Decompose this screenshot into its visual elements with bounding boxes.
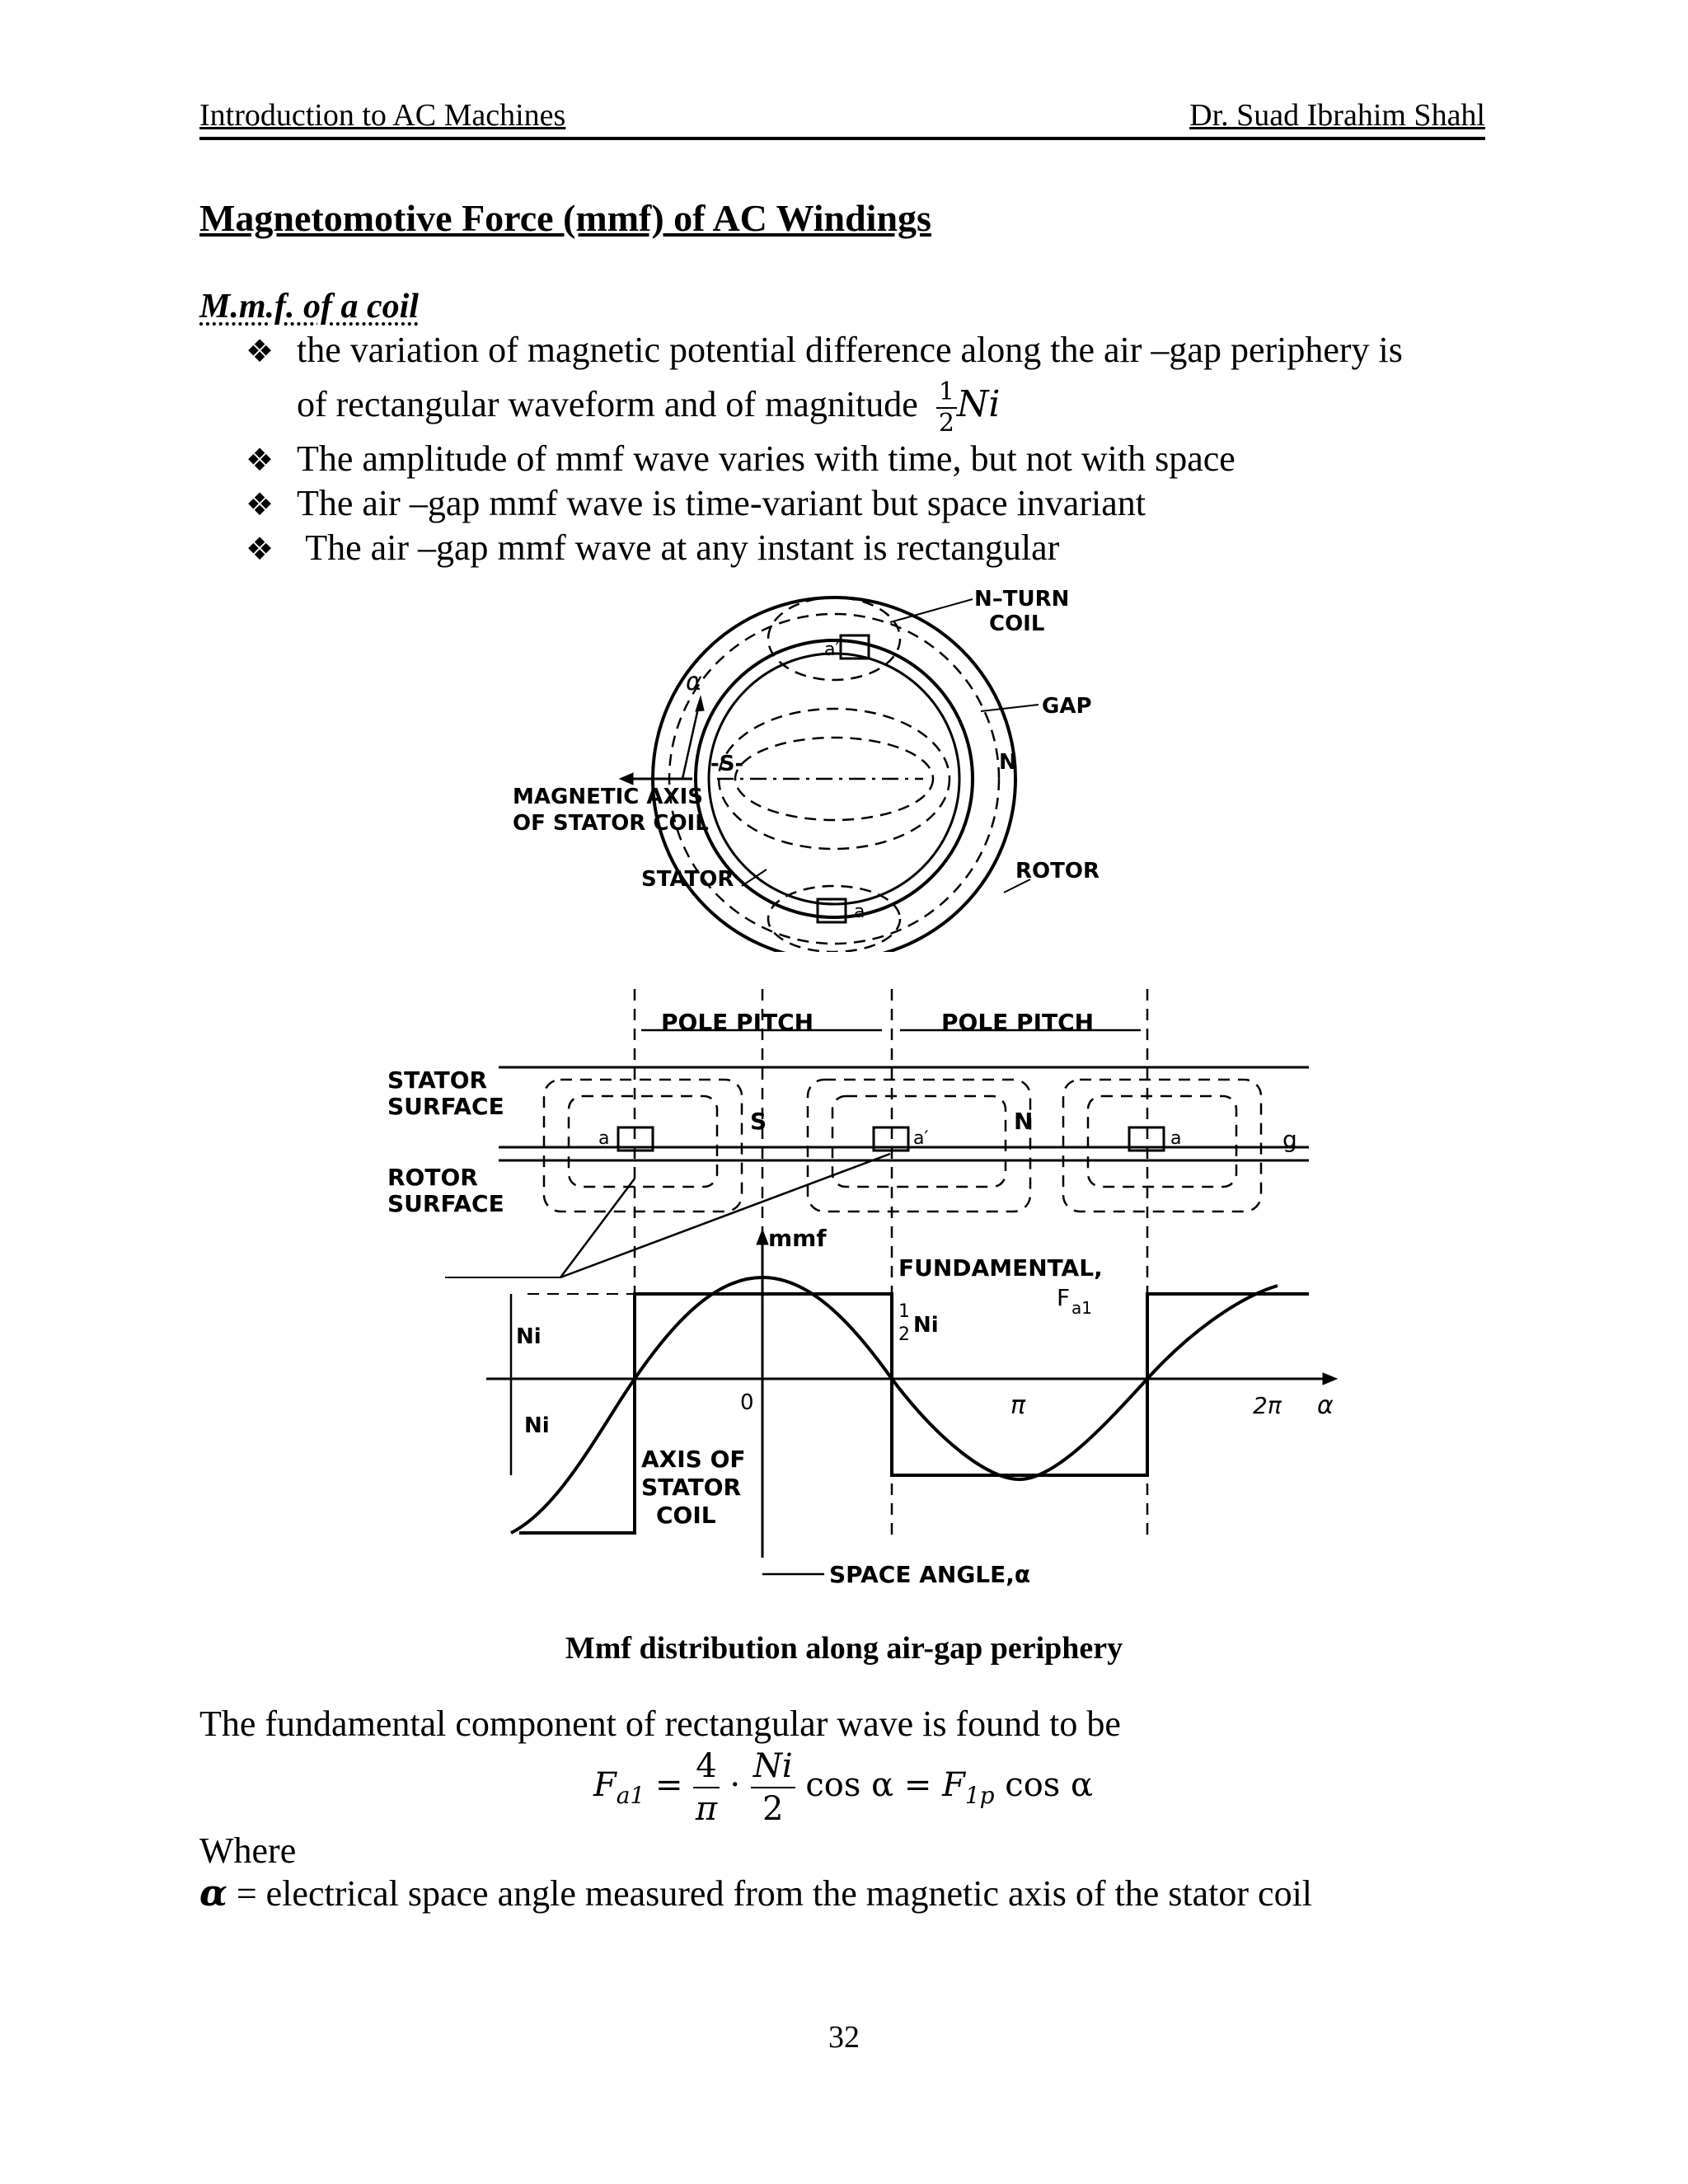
arrowhead-icon bbox=[1323, 1373, 1337, 1385]
bullet-continuation bbox=[297, 377, 1000, 438]
label-zero: 0 bbox=[740, 1390, 754, 1415]
eq-rhs-sub: 1p bbox=[964, 1782, 995, 1809]
diamond-bullet-icon: ❖ bbox=[246, 333, 274, 369]
eq-dot: · bbox=[729, 1766, 741, 1804]
label-fundamental: FUNDAMENTAL, bbox=[898, 1254, 1103, 1282]
label-half-den: 2 bbox=[898, 1324, 910, 1345]
paragraph: The fundamental component of rectangular wave is found to be bbox=[199, 1704, 1121, 1744]
diamond-bullet-icon: ❖ bbox=[246, 442, 274, 478]
label-rotor-surface: SURFACE bbox=[387, 1190, 504, 1217]
label-s: -S- bbox=[710, 752, 744, 776]
frac-den: 2 bbox=[762, 1790, 784, 1828]
label-fa1: F bbox=[1057, 1284, 1071, 1311]
subsection-title: M.m.f. of a coil bbox=[199, 288, 419, 326]
bullet-item bbox=[246, 526, 1059, 571]
diamond-bullet-icon: ❖ bbox=[246, 486, 274, 523]
eq-rhs: F bbox=[942, 1766, 965, 1804]
alpha-text: = electrical space angle measured from the magnetic axis of the stator coil bbox=[227, 1873, 1313, 1914]
label-gap: GAP bbox=[1042, 694, 1092, 719]
label-fa1-sub: a1 bbox=[1071, 1298, 1092, 1318]
stator-inner-circle bbox=[696, 640, 973, 917]
frac-num: 1 bbox=[936, 377, 957, 409]
label-half-num: 1 bbox=[898, 1301, 910, 1322]
label-neg-half-ni: Ni bbox=[524, 1413, 550, 1438]
label-coil: COIL bbox=[989, 612, 1045, 636]
mmf-distribution-figure bbox=[363, 964, 1434, 1591]
frac-num: 4 bbox=[693, 1746, 719, 1788]
label-rotor-surface: ROTOR bbox=[387, 1164, 478, 1191]
label-coil: COIL bbox=[656, 1502, 716, 1529]
label-a: a bbox=[1170, 1128, 1182, 1149]
arrowhead-icon bbox=[696, 696, 704, 711]
fundamental-sine-wave bbox=[511, 1277, 1278, 1533]
fraction-ni-2 bbox=[751, 1746, 795, 1830]
label-mmf: mmf bbox=[768, 1225, 827, 1252]
eq-lhs: F bbox=[593, 1766, 617, 1804]
label-pole-pitch: POLE PITCH bbox=[941, 1009, 1095, 1036]
label-a: a bbox=[854, 902, 865, 922]
label-n: N bbox=[1014, 1108, 1034, 1135]
bullet-item bbox=[246, 437, 1236, 482]
section-title: Magnetomotive Force (mmf) of AC Windings bbox=[199, 197, 931, 239]
label-stator-surface: SURFACE bbox=[387, 1093, 504, 1120]
label-a-prime: a′ bbox=[913, 1128, 929, 1149]
label-magnetic-axis: MAGNETIC AXIS bbox=[513, 785, 703, 809]
eq-lhs-sub: a1 bbox=[616, 1782, 645, 1809]
header-right: Dr. Suad Ibrahim Shahl bbox=[1189, 98, 1485, 133]
alpha-definition bbox=[199, 1872, 1312, 1915]
bullet-text: The air –gap mmf wave is time-variant but space invariant bbox=[297, 483, 1146, 523]
frac-den: 2 bbox=[938, 409, 954, 438]
label-rotor: ROTOR bbox=[1015, 859, 1100, 883]
label-two-pi: 2π bbox=[1253, 1392, 1282, 1419]
frac-den: π bbox=[695, 1790, 718, 1828]
label-a: a bbox=[598, 1128, 610, 1149]
bullet-item bbox=[246, 481, 1146, 527]
label-n-turn: N–TURN bbox=[974, 587, 1070, 612]
bullet-item bbox=[246, 328, 1403, 373]
bullet-text: of rectangular waveform and of magnitude bbox=[297, 384, 918, 425]
label-ni-left: Ni bbox=[516, 1324, 542, 1349]
where-label: Where bbox=[199, 1830, 297, 1871]
label-of-stator-coil: OF STATOR COIL bbox=[513, 811, 709, 836]
eq-equals: = bbox=[655, 1766, 683, 1804]
page-header bbox=[199, 97, 1485, 140]
label-alpha: α bbox=[686, 668, 702, 696]
label-stator: STATOR bbox=[641, 1474, 742, 1501]
equation bbox=[593, 1746, 1093, 1830]
eq-cos: cos α bbox=[805, 1766, 894, 1804]
label-alpha: α bbox=[1317, 1391, 1334, 1420]
label-pi: π bbox=[1010, 1391, 1026, 1420]
figure-caption: Mmf distribution along air-gap periphery bbox=[565, 1631, 1123, 1666]
arrowhead-icon bbox=[620, 773, 633, 785]
arrowhead-icon bbox=[757, 1230, 768, 1244]
frac-num: Ni bbox=[751, 1746, 795, 1788]
label-s: S bbox=[750, 1108, 767, 1135]
coil-cross-section-figure bbox=[495, 581, 1170, 952]
eq-equals: = bbox=[903, 1766, 932, 1804]
half-fraction bbox=[936, 377, 957, 438]
page-number: 32 bbox=[828, 2020, 860, 2055]
label-axis-of: AXIS OF bbox=[641, 1446, 746, 1473]
bullet-text: The amplitude of mmf wave varies with time, but not with space bbox=[297, 438, 1236, 479]
label-space-angle: SPACE ANGLE,α bbox=[829, 1561, 1031, 1588]
label-a-prime: a′ bbox=[824, 640, 840, 660]
eq-cos: cos α bbox=[1005, 1766, 1094, 1804]
header-left: Introduction to AC Machines bbox=[199, 98, 566, 133]
label-stator-surface: STATOR bbox=[387, 1066, 488, 1094]
label-stator: STATOR bbox=[641, 867, 734, 892]
math-ni: Ni bbox=[956, 383, 1001, 426]
label-ni: Ni bbox=[913, 1313, 939, 1338]
bullet-text: the variation of magnetic potential difference along the air –gap periphery is bbox=[297, 330, 1403, 370]
diamond-bullet-icon: ❖ bbox=[246, 531, 274, 567]
label-n: N bbox=[999, 750, 1017, 775]
alpha-symbol: α bbox=[199, 1872, 227, 1915]
fraction-4-pi bbox=[693, 1746, 719, 1830]
bullet-text: The air –gap mmf wave at any instant is rectangular bbox=[297, 527, 1060, 568]
label-g: g bbox=[1282, 1126, 1297, 1153]
label-pole-pitch: POLE PITCH bbox=[661, 1009, 814, 1036]
